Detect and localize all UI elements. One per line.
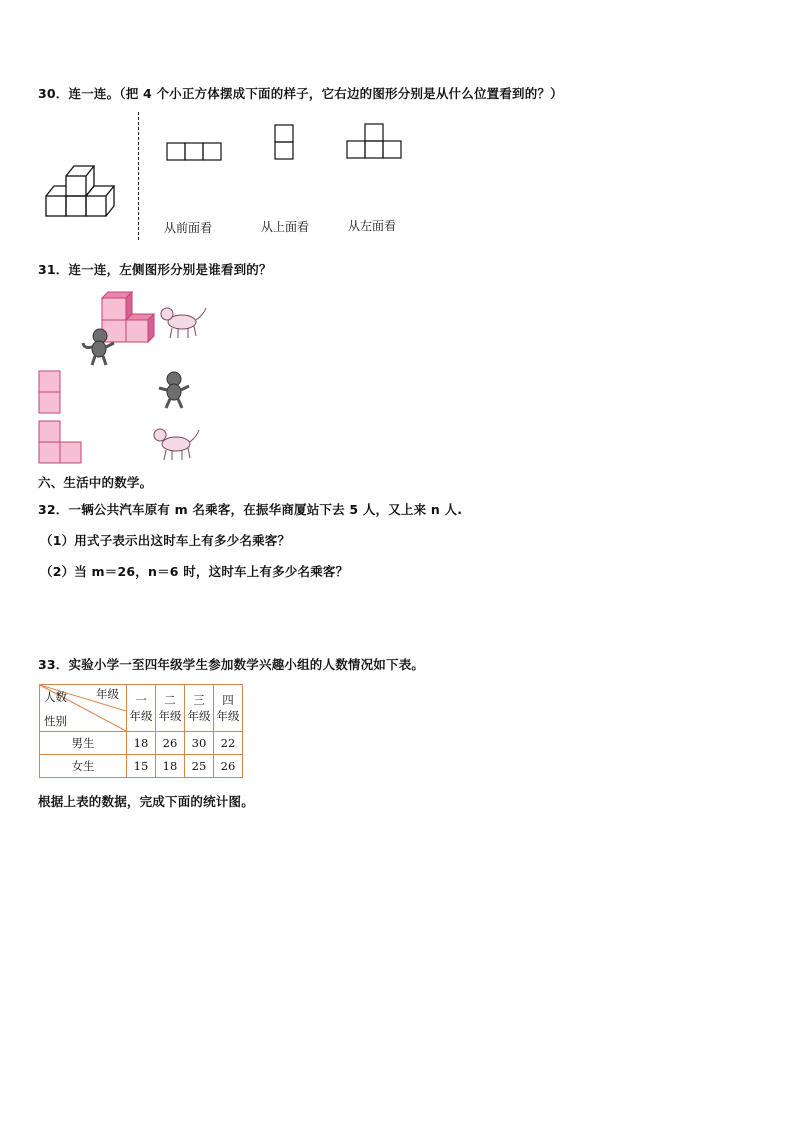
grade-header: 二 年级 bbox=[156, 685, 185, 732]
row-label: 男生 bbox=[40, 732, 127, 755]
row-label: 女生 bbox=[40, 755, 127, 778]
q31-text: 31．连一连，左侧图形分别是谁看到的？ bbox=[38, 262, 272, 277]
view-label-top: 从上面看 bbox=[261, 220, 310, 234]
q32-sub2: （2）当 m＝26，n＝6 时，这时车上有多少名乘客？ bbox=[40, 564, 349, 579]
table-cell: 22 bbox=[214, 732, 243, 755]
grade-header: 一 年级 bbox=[127, 685, 156, 732]
pink-view-tall bbox=[38, 370, 62, 414]
table-cell: 18 bbox=[127, 732, 156, 755]
table-cell: 26 bbox=[156, 732, 185, 755]
dog-icon bbox=[158, 304, 208, 340]
table-corner-cell bbox=[40, 685, 127, 732]
q32-sub1: （1）用式子表示出这时车上有多少名乘客？ bbox=[40, 533, 291, 548]
dog-icon bbox=[150, 424, 200, 462]
table-row bbox=[40, 732, 243, 755]
view-shape-front bbox=[166, 142, 222, 162]
cube-stack-figure bbox=[44, 160, 124, 220]
data-table bbox=[39, 684, 243, 778]
corner-label-grade: 年级 bbox=[96, 687, 119, 701]
monkey-icon bbox=[80, 327, 116, 367]
table-cell: 30 bbox=[185, 732, 214, 755]
view-shape-top bbox=[274, 124, 296, 162]
grade-header: 四 年级 bbox=[214, 685, 243, 732]
q32-text: 32．一辆公共汽车原有 m 名乘客，在振华商厦站下去 5 人，又上来 n 人. bbox=[38, 502, 463, 517]
view-label-left: 从左面看 bbox=[348, 219, 397, 233]
corner-label-gender: 性别 bbox=[44, 714, 67, 728]
divider-dashed-line bbox=[138, 112, 139, 240]
table-row bbox=[40, 755, 243, 778]
view-label-front: 从前面看 bbox=[164, 221, 213, 235]
pink-view-l-shape bbox=[38, 420, 84, 464]
q30-text: 30．连一连。（把 4 个小正方体摆成下面的样子，它右边的图形分别是从什么位置看到的？） bbox=[38, 86, 563, 101]
table-cell: 15 bbox=[127, 755, 156, 778]
table-cell: 18 bbox=[156, 755, 185, 778]
corner-label-count: 人数 bbox=[44, 690, 67, 704]
section-title: 六、生活中的数学。 bbox=[38, 475, 153, 490]
grade-header: 三 年级 bbox=[185, 685, 214, 732]
table-cell: 25 bbox=[185, 755, 214, 778]
monkey-icon bbox=[156, 370, 192, 410]
q33-footer: 根据上表的数据，完成下面的统计图。 bbox=[38, 794, 254, 809]
table-cell: 26 bbox=[214, 755, 243, 778]
view-shape-left bbox=[346, 123, 404, 161]
q33-text: 33．实验小学一至四年级学生参加数学兴趣小组的人数情况如下表。 bbox=[38, 657, 425, 672]
